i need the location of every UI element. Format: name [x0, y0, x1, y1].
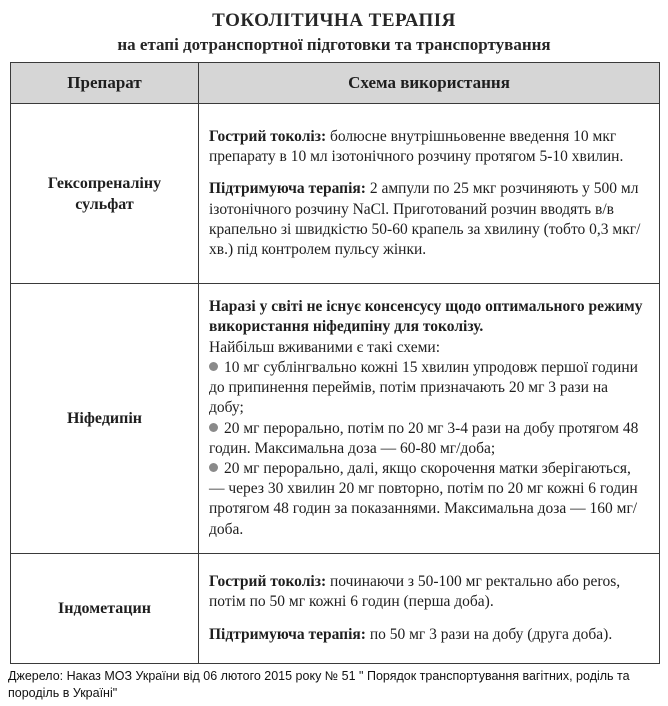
bullet-icon [209, 362, 218, 371]
drug-name-nifedipine: Ніфедипін [11, 284, 199, 554]
maintenance-therapy-label: Підтримуюча терапія: [209, 625, 366, 643]
scheme-nifedipine [199, 284, 660, 554]
drug-name-indomethacin: Індометацин [11, 554, 199, 664]
table-row-indomethacin [11, 554, 660, 664]
schemes-intro: Найбільш вживаними є такі схеми: [209, 338, 441, 356]
acute-tocolysis-text: починаючи з 50-100 мг ректально або peros, потім по 50 мг кожні 6 годин (перша доба). [209, 573, 621, 611]
source-citation: Джерело: Наказ МОЗ України від 06 лютого 2015 року № 51 " Порядок транспортування вагітних, роділь та породіль в Україні" [8, 669, 630, 700]
column-header-scheme: Схема використання [199, 63, 660, 104]
maintenance-therapy-text: 2 ампули по 25 мкг розчиняють у 500 мл ізотонічного розчину NaCl. Приготований розчин вводять в/в крапельно зі швидкістю 50-60 крапель за хвилину (тобто 0,3 мкг/хв.) під контролем пульсу жінки. [209, 180, 641, 258]
bullet-icon [209, 463, 218, 472]
acute-tocolysis-paragraph [209, 127, 645, 167]
scheme-indomethacin [199, 554, 660, 664]
acute-tocolysis-label: Гострий токоліз: [209, 127, 327, 145]
document-subtitle: на етапі дотранспортної підготовки та транспортування [117, 35, 551, 54]
document-title: ТОКОЛІТИЧНА ТЕРАПІЯ [212, 10, 456, 31]
column-header-drug: Препарат [11, 63, 199, 104]
table-header-row [11, 63, 660, 104]
list-item: 10 мг сублінгвально кожні 15 хвилин упродовж першої години до припинення переймів, потім призначають 20 мг 3 рази на добу; [209, 358, 638, 417]
drug-name-hexoprenaline: Гексопреналіну сульфат [11, 104, 199, 284]
table-row-hexoprenaline [11, 104, 660, 284]
list-item: 20 мг перорально, далі, якщо скорочення матки зберігаються, — через 30 хвилин 20 мг повторно, потім по 20 мг кожні 6 годин протягом 48 годин за показаннями. Максимальна доза — 160 мг/доба. [209, 459, 638, 538]
tocolytic-therapy-table [10, 62, 660, 664]
acute-tocolysis-label: Гострий токоліз: [209, 573, 327, 591]
maintenance-therapy-text: по 50 мг 3 рази на добу (друга доба). [365, 625, 613, 643]
maintenance-therapy-label: Підтримуюча терапія: [209, 180, 366, 198]
list-item: 20 мг перорально, потім по 20 мг 3-4 рази на добу протягом 48 годин. Максимальна доза — 60-80 мг/доба; [209, 419, 639, 457]
acute-tocolysis-text: болюсне внутрішньовенне введення 10 мкг препарату в 10 мл ізотонічного розчину протягом 5-10 хвилин. [209, 127, 624, 166]
maintenance-therapy-paragraph [209, 625, 645, 645]
scheme-hexoprenaline [199, 104, 660, 284]
maintenance-therapy-paragraph [209, 179, 645, 260]
acute-tocolysis-paragraph [209, 572, 645, 612]
table-row-nifedipine [11, 284, 660, 554]
no-consensus-statement: Наразі у світі не існує консенсусу щодо оптимального режиму використання ніфедипіну для токолізу. [209, 298, 643, 336]
bullet-icon [209, 423, 218, 432]
